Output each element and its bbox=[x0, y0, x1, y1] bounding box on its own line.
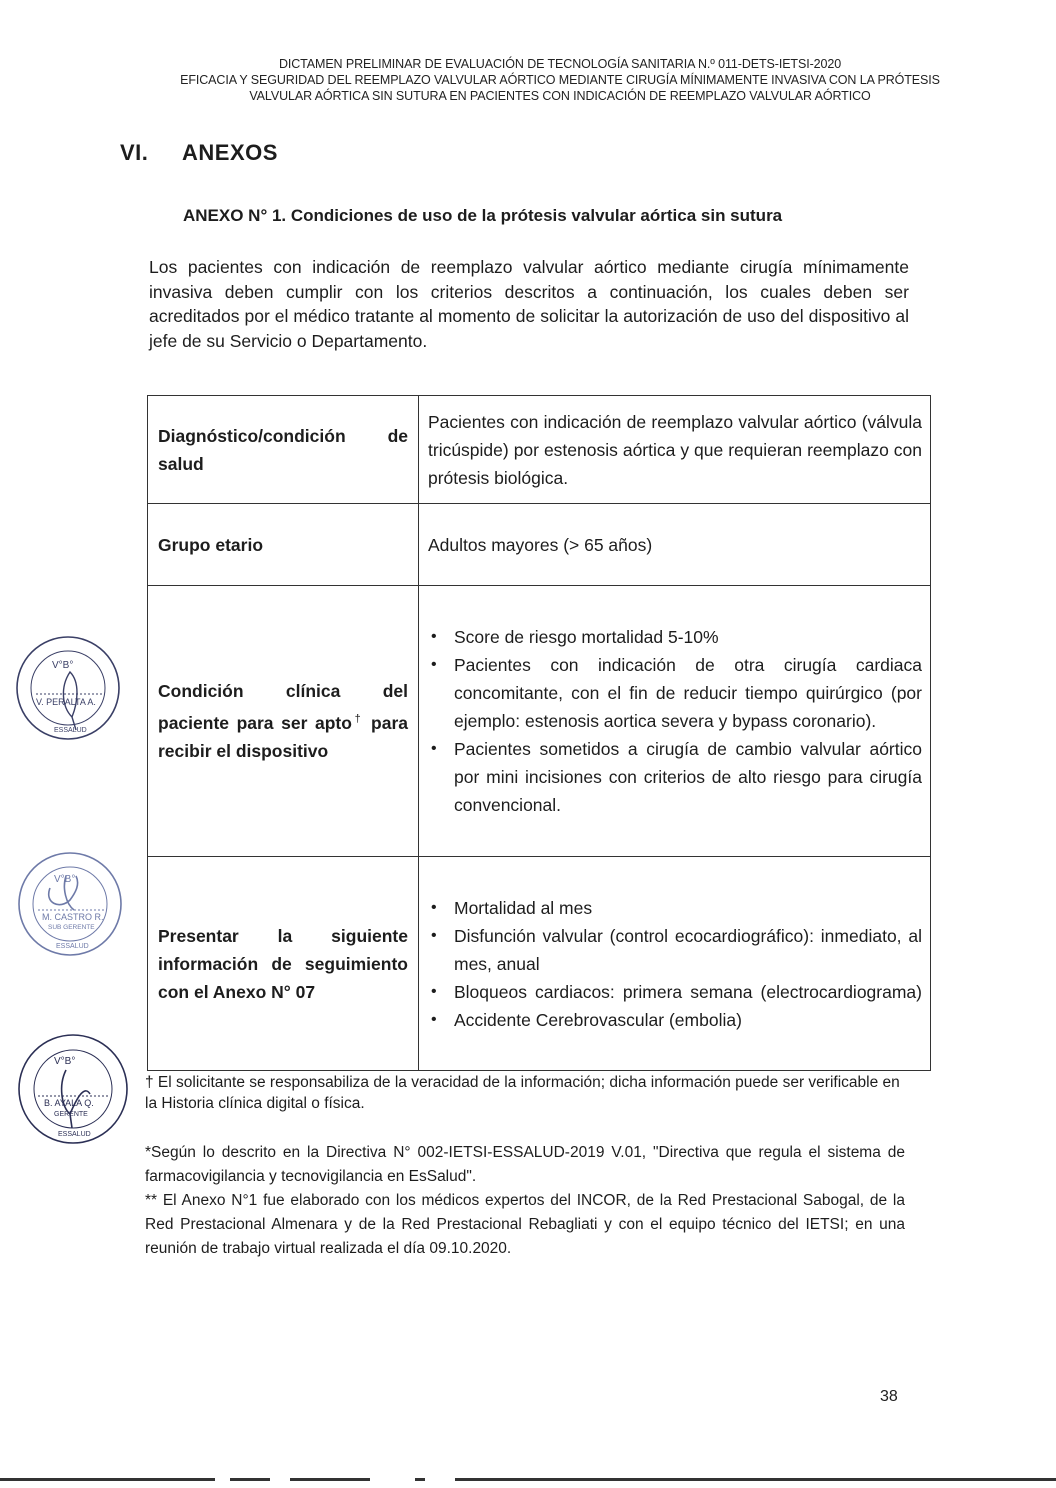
row-label-age-group: Grupo etario bbox=[148, 504, 419, 586]
header-line-1: DICTAMEN PRELIMINAR DE EVALUACIÓN DE TECNOLOGÍA SANITARIA N.º 011-DETS-IETSI-2020 bbox=[278, 57, 842, 71]
section-number: VI. bbox=[120, 140, 149, 165]
table-row bbox=[148, 586, 931, 857]
footnotes-block bbox=[145, 1141, 905, 1261]
row-label-clinical-condition bbox=[148, 586, 419, 857]
dagger-mark: † bbox=[351, 713, 364, 726]
section-heading: ANEXOS bbox=[182, 140, 278, 165]
header-line-3: VALVULAR AÓRTICA SIN SUTURA EN PACIENTES CON INDICACIÓN DE REEMPLAZO VALVULAR AÓRTICO bbox=[249, 89, 871, 103]
seal-2-org: ESSALUD bbox=[56, 943, 89, 950]
clinical-label-main: Condición clínica del paciente para ser apto bbox=[158, 681, 408, 733]
list-item: • Accidente Cerebrovascular (embolia) bbox=[428, 1006, 922, 1034]
list-item: • Mortalidad al mes bbox=[428, 894, 922, 922]
table-row bbox=[148, 396, 931, 504]
clinical-criteria-list bbox=[428, 623, 922, 819]
follow-up-list bbox=[428, 894, 922, 1034]
seal-3-role: GERENTE bbox=[54, 1111, 88, 1118]
clinical-label-rest: para recibir el dispositivo bbox=[158, 712, 408, 761]
footnote-double-star: ** El Anexo N°1 fue elaborado con los médicos expertos del INCOR, de la Red Prestacional Sabogal, de la Red Prestacional Almenara y de la Red Prestacional Rebagliati y con el equipo técnico del IETSI; en una reunión de trabajo virtual realizada el día 09.10.2020. bbox=[145, 1192, 905, 1257]
list-item: • Disfunción valvular (control ecocardiográfico): inmediato, al mes, anual bbox=[428, 922, 922, 978]
list-item: • Pacientes sometidos a cirugía de cambio valvular aórtico por mini incisiones con criterios de alto riesgo para cirugía convencional. bbox=[428, 735, 922, 819]
seal-2-vb: V°B° bbox=[54, 874, 76, 885]
table-row bbox=[148, 504, 931, 586]
seal-2-name: M. CASTRO R. bbox=[42, 912, 104, 922]
row-value-clinical-condition bbox=[419, 586, 931, 857]
row-value-diagnosis: Pacientes con indicación de reemplazo valvular aórtico (válvula tricúspide) por estenosis aórtica y que requieran reemplazo con prótesis biológica. bbox=[419, 396, 931, 504]
bottom-rule bbox=[230, 1478, 270, 1481]
list-item: • Pacientes con indicación de otra cirugía cardiaca concomitante, con el fin de reducir tiempo quirúrgico (por ejemplo: estenosis aortica severa y bypass coronario). bbox=[428, 651, 922, 735]
footnote-dagger: † El solicitante se responsabiliza de la veracidad de la información; dicha información puede ser verificable en la Historia clínica digital o física. bbox=[145, 1074, 900, 1112]
row-label-follow-up: Presentar la siguiente información de seguimiento con el Anexo N° 07 bbox=[148, 857, 419, 1071]
seal-1-vb: V°B° bbox=[52, 660, 74, 671]
seal-2-role: SUB GERENTE bbox=[48, 924, 95, 931]
page-number: 38 bbox=[880, 1388, 898, 1405]
seal-3-org: ESSALUD bbox=[58, 1131, 91, 1138]
row-value-follow-up bbox=[419, 857, 931, 1071]
approval-seal-3 bbox=[14, 1030, 132, 1148]
document-header bbox=[120, 56, 1000, 104]
intro-paragraph: Los pacientes con indicación de reemplazo valvular aórtico mediante cirugía mínimamente invasiva deben cumplir con los criterios descritos a continuación, los cuales deben ser acreditados por el médico tratante al momento de solicitar la autorización de uso del dispositivo al jefe de su Servicio o Departamento. bbox=[149, 257, 909, 351]
list-item: • Bloqueos cardiacos: primera semana (electrocardiograma) bbox=[428, 978, 922, 1006]
row-value-age-group: Adultos mayores (> 65 años) bbox=[419, 504, 931, 586]
criteria-table bbox=[147, 395, 931, 1071]
approval-seal-1 bbox=[12, 632, 124, 744]
seal-3-vb: V°B° bbox=[54, 1056, 76, 1067]
bottom-rule bbox=[415, 1478, 425, 1481]
table-row bbox=[148, 857, 931, 1071]
list-item: • Score de riesgo mortalidad 5-10% bbox=[428, 623, 922, 651]
approval-seal-2 bbox=[14, 848, 126, 960]
bottom-rule bbox=[290, 1478, 370, 1481]
row-label-diagnosis: Diagnóstico/condición de salud bbox=[148, 396, 419, 504]
seal-3-name: B. AYALA Q. bbox=[44, 1098, 94, 1108]
seal-1-org: ESSALUD bbox=[54, 727, 87, 734]
seal-1-name: V. PERALTA A. bbox=[36, 697, 96, 707]
bottom-rule bbox=[0, 1478, 215, 1481]
section-title bbox=[120, 140, 278, 166]
header-line-2: EFICACIA Y SEGURIDAD DEL REEMPLAZO VALVULAR AÓRTICO MEDIANTE CIRUGÍA MÍNIMAMENTE INVASIVA CON LA PRÓTESIS bbox=[180, 73, 940, 87]
footnote-star: *Según lo descrito en la Directiva N° 002-IETSI-ESSALUD-2019 V.01, "Directiva que regula el sistema de farmacovigilancia y tecnovigilancia en EsSalud". bbox=[145, 1144, 905, 1185]
annex-title: ANEXO N° 1. Condiciones de uso de la prótesis valvular aórtica sin sutura bbox=[183, 206, 783, 225]
bottom-rule bbox=[455, 1478, 1056, 1481]
